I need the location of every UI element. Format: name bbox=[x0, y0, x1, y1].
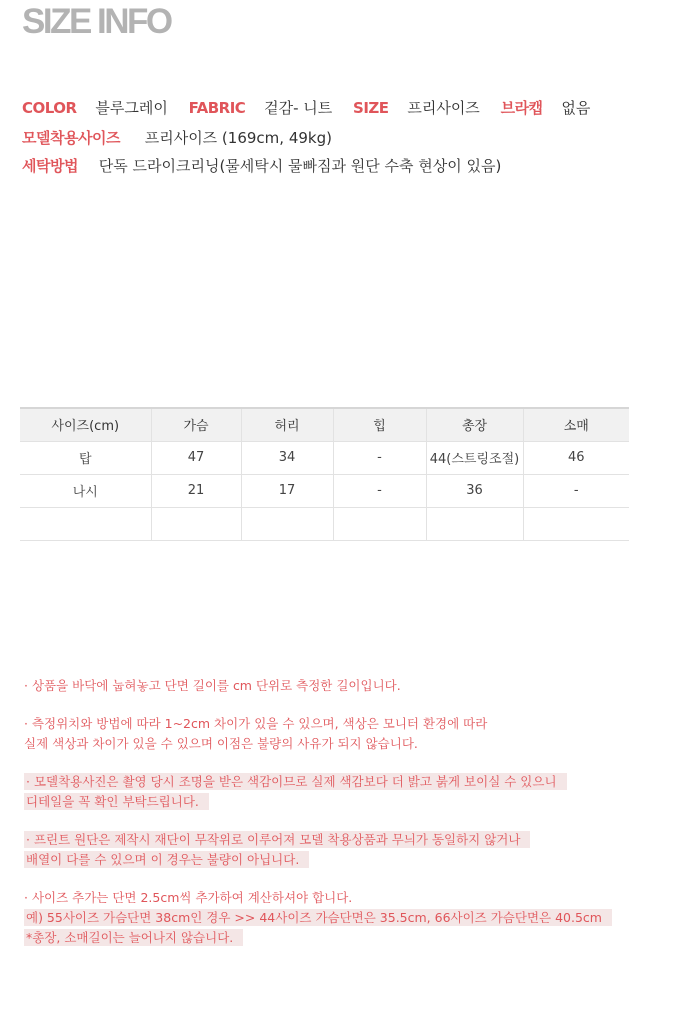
bracap-label: 브라캡 bbox=[500, 99, 543, 117]
fabric-label: FABRIC bbox=[188, 99, 246, 117]
page-title: SIZE INFO bbox=[22, 2, 171, 41]
header-size: 사이즈(cm) bbox=[20, 408, 151, 441]
table-cell bbox=[20, 507, 151, 540]
size-label: SIZE bbox=[353, 99, 389, 117]
color-value: 블루그레이 bbox=[95, 99, 168, 117]
wash-label: 세탁방법 bbox=[22, 157, 78, 175]
model-size-label: 모델착용사이즈 bbox=[22, 129, 120, 147]
table-cell bbox=[333, 507, 426, 540]
table-header-row bbox=[20, 408, 629, 441]
table-cell: - bbox=[523, 474, 629, 507]
table-row bbox=[20, 474, 629, 507]
table-cell: 17 bbox=[241, 474, 333, 507]
table-cell: 47 bbox=[151, 441, 241, 474]
size-value: 프리사이즈 bbox=[407, 99, 480, 117]
note-highlight: 배열이 다를 수 있으며 이 경우는 불량이 아닙니다. bbox=[24, 851, 309, 868]
note-highlight: 예) 55사이즈 가슴단면 38cm인 경우 >> 44사이즈 가슴단면은 35.5cm, 66사이즈 가슴단면은 40.5cm bbox=[24, 909, 612, 926]
table-cell: 34 bbox=[241, 441, 333, 474]
wash-value: 단독 드라이크리닝(물세탁시 물빠짐과 원단 수축 현상이 있음) bbox=[98, 157, 502, 175]
table-row bbox=[20, 441, 629, 474]
header-sleeve: 소매 bbox=[523, 408, 629, 441]
spec-row-2 bbox=[22, 127, 348, 148]
note-highlight: · 프린트 원단은 제작시 재단이 무작위로 이루어져 모델 착용상품과 무늬가 동일하지 않거나 bbox=[24, 831, 530, 848]
table-cell: 탑 bbox=[20, 441, 151, 474]
note-line: · 사이즈 추가는 단면 2.5cm씩 추가하여 계산하셔야 합니다. bbox=[24, 890, 353, 905]
note-highlight: 디테일을 꼭 확인 부탁드립니다. bbox=[24, 793, 209, 810]
spec-row-1 bbox=[22, 97, 606, 118]
table-cell: 36 bbox=[426, 474, 523, 507]
spec-row-3 bbox=[22, 155, 517, 176]
size-table bbox=[20, 407, 629, 541]
note-highlight: · 모델착용사진은 촬영 당시 조명을 받은 색감이므로 실제 색감보다 더 밝고 붉게 보이실 수 있으니 bbox=[24, 773, 567, 790]
table-cell: - bbox=[333, 441, 426, 474]
header-waist: 허리 bbox=[241, 408, 333, 441]
header-chest: 가슴 bbox=[151, 408, 241, 441]
fabric-value: 겉감- 니트 bbox=[264, 99, 333, 117]
header-hip: 힙 bbox=[333, 408, 426, 441]
bracap-value: 없음 bbox=[561, 99, 591, 117]
notes bbox=[24, 676, 612, 948]
table-cell bbox=[523, 507, 629, 540]
note-line: · 상품을 바닥에 눕혀놓고 단면 길이를 cm 단위로 측정한 길이입니다. bbox=[24, 678, 401, 693]
note-line: 실제 색상과 차이가 있을 수 있으며 이점은 불량의 사유가 되지 않습니다. bbox=[24, 736, 418, 751]
header-length: 총장 bbox=[426, 408, 523, 441]
table-cell bbox=[426, 507, 523, 540]
note-line: · 측정위치와 방법에 따라 1~2cm 차이가 있을 수 있으며, 색상은 모니터 환경에 따라 bbox=[24, 716, 488, 731]
note-highlight: *총장, 소매길이는 늘어나지 않습니다. bbox=[24, 929, 243, 946]
table-cell: - bbox=[333, 474, 426, 507]
table-cell: 나시 bbox=[20, 474, 151, 507]
table-cell: 46 bbox=[523, 441, 629, 474]
table-cell bbox=[151, 507, 241, 540]
table-cell bbox=[241, 507, 333, 540]
table-row bbox=[20, 507, 629, 540]
table-cell: 44(스트링조절) bbox=[426, 441, 523, 474]
table-cell: 21 bbox=[151, 474, 241, 507]
model-size-value: 프리사이즈 (169cm, 49kg) bbox=[144, 129, 332, 147]
color-label: COLOR bbox=[22, 99, 77, 117]
